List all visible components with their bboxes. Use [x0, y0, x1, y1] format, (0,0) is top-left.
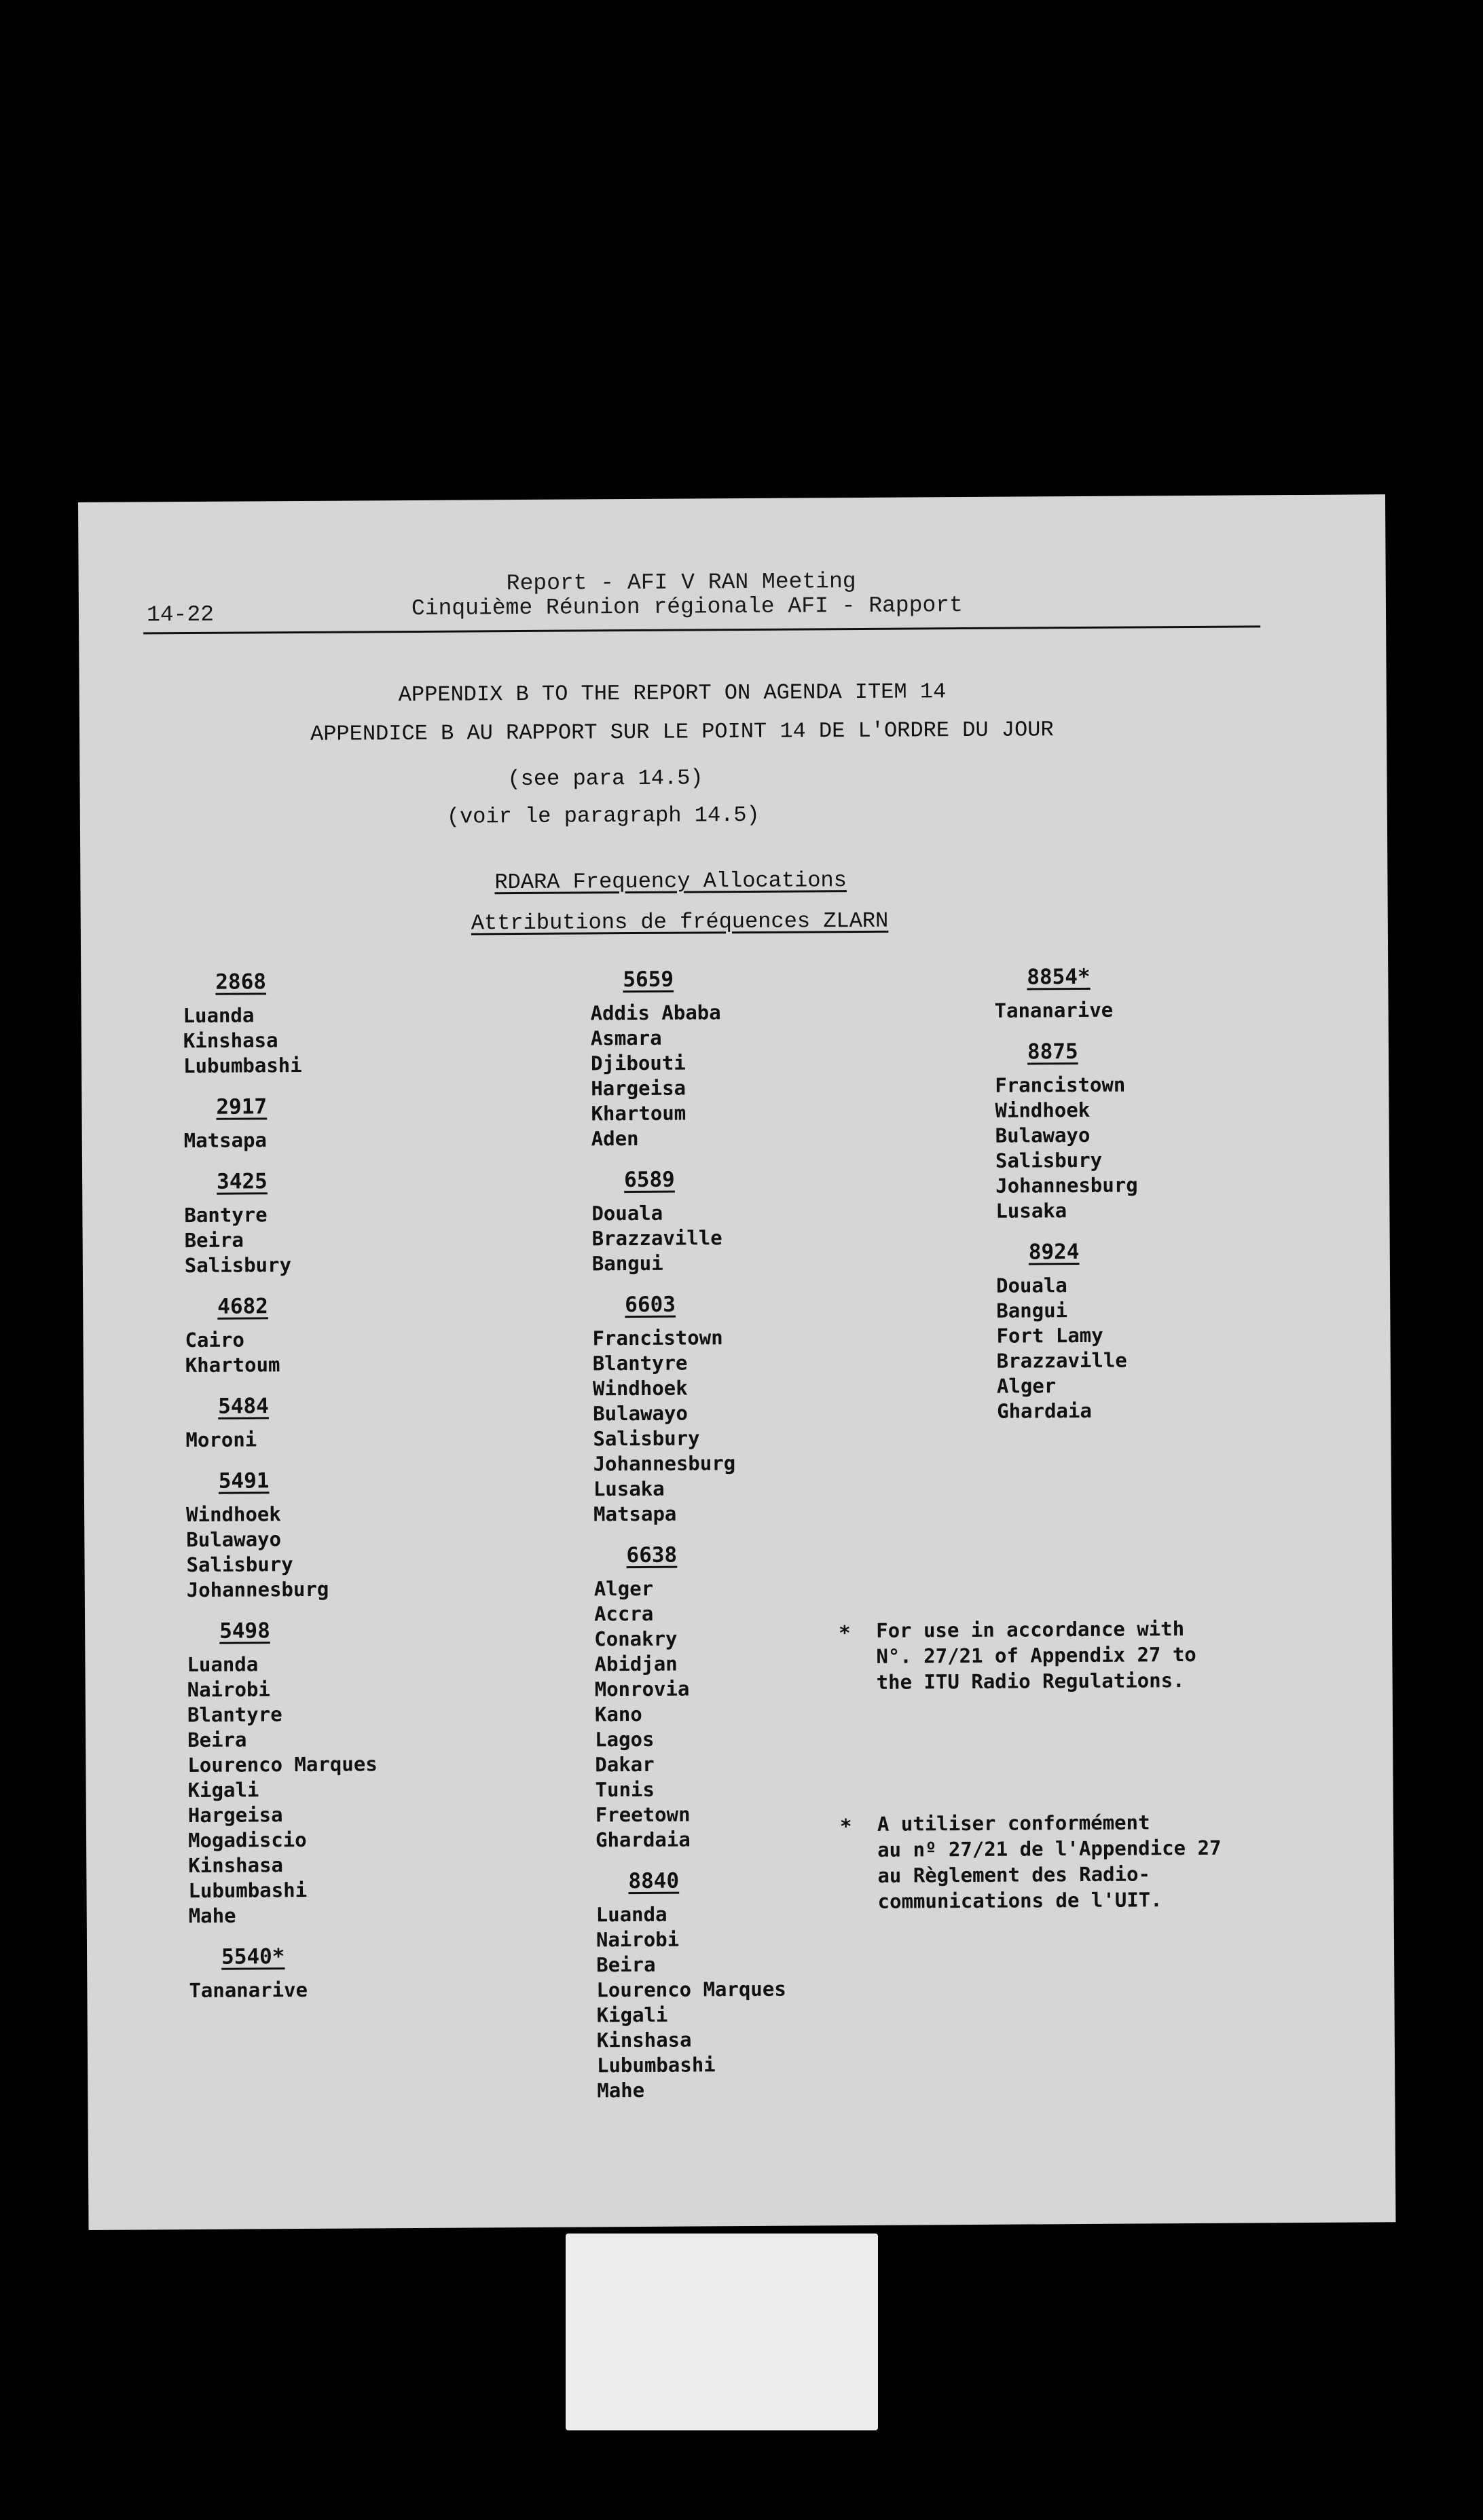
- station-name: Blantyre: [187, 1703, 282, 1727]
- station-name: Tunis: [595, 1777, 655, 1802]
- station-name: Kinshasa: [183, 1029, 278, 1053]
- station-name: Windhoek: [186, 1502, 281, 1527]
- frequency-group: [185, 1293, 375, 1378]
- frequency-label: 8875: [1027, 1039, 1078, 1064]
- footnote-fr-line: au nº 27/21 de l'Appendice 27: [877, 1836, 1222, 1861]
- frequency-group: [185, 1393, 376, 1453]
- station-name: Mogadiscio: [187, 1828, 307, 1853]
- footnote-fr-line: communications de l'UIT.: [877, 1888, 1162, 1913]
- station-name: Matsapa: [593, 1502, 677, 1526]
- film-tab: [566, 2234, 878, 2430]
- footnote-en: [876, 1616, 1196, 1695]
- station-name: Matsapa: [183, 1128, 268, 1153]
- station-name: Dakar: [595, 1752, 655, 1777]
- frequency-label: 2917: [216, 1094, 268, 1119]
- station-name: Beira: [184, 1228, 244, 1253]
- station-name: Salisbury: [593, 1426, 700, 1451]
- station-name: Ghardaia: [595, 1828, 691, 1852]
- station-name: Ghardaia: [997, 1398, 1092, 1423]
- station-name: Nairobi: [187, 1678, 271, 1702]
- station-name: Hargeisa: [187, 1803, 283, 1828]
- station-name: Abidjan: [594, 1652, 678, 1676]
- header-line-1: Report - AFI V RAN Meeting: [506, 569, 856, 597]
- header-line-2: Cinquième Réunion régionale AFI - Rapport: [411, 593, 964, 622]
- station-name: Kinshasa: [596, 2028, 692, 2052]
- station-name: Luanda: [187, 1652, 259, 1677]
- footnote-en-line: N°. 27/21 of Appendix 27 to: [876, 1642, 1196, 1668]
- frequency-label: 5491: [218, 1468, 270, 1494]
- frequency-label: 8924: [1028, 1240, 1080, 1265]
- station-name: Kigali: [187, 1778, 259, 1802]
- station-name: Freetown: [595, 1802, 691, 1827]
- frequency-group: [183, 969, 373, 1079]
- footnote-en-line: the ITU Radio Regulations.: [876, 1669, 1185, 1694]
- station-name: Mahe: [188, 1904, 236, 1928]
- station-name: Francistown: [995, 1073, 1126, 1097]
- station-name: Lagos: [595, 1727, 655, 1752]
- frequency-group: [183, 1094, 373, 1153]
- header-rule: [143, 625, 1260, 634]
- see-para-en: (see para 14.5): [507, 765, 703, 792]
- frequency-column-3: [994, 964, 1139, 1440]
- station-name: Hargeisa: [591, 1076, 686, 1100]
- station-name: Tananarive: [189, 1978, 308, 2003]
- frequency-group: [187, 1618, 378, 1929]
- station-name: Luanda: [183, 1003, 255, 1028]
- station-name: Asmara: [590, 1026, 662, 1050]
- page-number: 14-22: [146, 601, 215, 628]
- frequency-label: 5484: [218, 1394, 269, 1419]
- footnote-fr: [877, 1809, 1222, 1914]
- station-name: Fort Lamy: [996, 1323, 1103, 1348]
- station-name: Beira: [187, 1728, 247, 1752]
- frequency-group: [995, 1039, 1138, 1223]
- frequency-group: [592, 1292, 783, 1527]
- table-title-fr: Attributions de fréquences ZLARN: [471, 908, 889, 936]
- station-name: Lubumbashi: [596, 2053, 716, 2077]
- station-name: Brazzaville: [996, 1348, 1127, 1373]
- frequency-group: [184, 1168, 374, 1278]
- station-name: Johannesburg: [995, 1173, 1138, 1198]
- frequency-label: 6638: [626, 1542, 678, 1568]
- station-name: Alger: [593, 1576, 654, 1601]
- station-name: Addis Ababa: [590, 1001, 721, 1025]
- station-name: Bulawayo: [593, 1401, 689, 1426]
- station-name: Brazzaville: [591, 1226, 722, 1250]
- frequency-label: 3425: [217, 1169, 268, 1194]
- station-name: Nairobi: [596, 1927, 680, 1952]
- frequency-group: [590, 967, 781, 1152]
- station-name: Alger: [996, 1374, 1057, 1398]
- station-name: Lubumbashi: [183, 1054, 302, 1078]
- station-name: Blantyre: [592, 1351, 688, 1375]
- frequency-label: 8840: [628, 1868, 680, 1894]
- station-name: Mahe: [597, 2078, 645, 2102]
- station-name: Bantyre: [184, 1203, 268, 1227]
- see-para-fr: (voir le paragraph 14.5): [446, 802, 760, 830]
- station-name: Bulawayo: [995, 1123, 1091, 1147]
- station-name: Salisbury: [184, 1253, 292, 1278]
- appendix-title-fr: APPENDICE B AU RAPPORT SUR LE POINT 14 DE L'ORDRE DU JOUR: [310, 717, 1054, 747]
- frequency-group: [591, 1167, 782, 1277]
- frequency-group: [186, 1468, 377, 1603]
- station-name: Windhoek: [995, 1098, 1091, 1122]
- station-name: Lourenco Marques: [187, 1752, 378, 1777]
- station-name: Cairo: [185, 1328, 244, 1352]
- frequency-label: 6589: [624, 1167, 675, 1193]
- station-name: Moroni: [185, 1428, 257, 1452]
- frequency-label: 6603: [625, 1292, 676, 1318]
- station-name: Lubumbashi: [188, 1878, 308, 1903]
- station-name: Douala: [995, 1274, 1067, 1297]
- station-name: Douala: [591, 1201, 663, 1225]
- frequency-label: 5659: [623, 967, 674, 993]
- station-name: Kigali: [596, 2003, 668, 2027]
- footnote-marker-fr: *: [839, 1815, 852, 1838]
- frequency-label: 4682: [217, 1294, 269, 1319]
- station-name: Khartoum: [591, 1101, 686, 1126]
- station-name: Salisbury: [995, 1148, 1103, 1172]
- footnote-en-line: For use in accordance with: [876, 1617, 1185, 1642]
- station-name: Windhoek: [592, 1376, 688, 1401]
- station-name: Lusaka: [593, 1477, 665, 1501]
- station-name: Monrovia: [594, 1677, 690, 1701]
- station-name: Bulawayo: [186, 1527, 282, 1552]
- station-name: Luanda: [596, 1902, 667, 1927]
- frequency-column-1: [183, 969, 379, 2020]
- station-name: Bangui: [996, 1299, 1068, 1322]
- station-name: Bangui: [591, 1251, 663, 1276]
- frequency-label: 8854*: [1027, 964, 1091, 990]
- station-name: Conakry: [594, 1627, 678, 1651]
- footnote-fr-line: A utiliser conformément: [877, 1811, 1150, 1836]
- station-name: Lourenco Marques: [596, 1977, 786, 2002]
- table-title-en: RDARA Frequency Allocations: [494, 868, 847, 895]
- frequency-group: [593, 1542, 785, 1853]
- station-name: Francistown: [592, 1326, 723, 1350]
- frequency-group: [994, 964, 1137, 1023]
- frequency-group: [596, 1868, 786, 2104]
- station-name: Kano: [594, 1702, 642, 1726]
- station-name: Aden: [591, 1126, 639, 1151]
- station-name: Johannesburg: [593, 1451, 736, 1476]
- station-name: Salisbury: [186, 1553, 293, 1577]
- station-name: Djibouti: [590, 1051, 686, 1075]
- station-name: Lusaka: [995, 1199, 1067, 1223]
- frequency-group: [189, 1944, 379, 2003]
- frequency-column-2: [590, 967, 787, 2120]
- frequency-label: 5540*: [221, 1944, 285, 1969]
- document-page: [78, 494, 1396, 2230]
- station-name: Tananarive: [994, 998, 1114, 1022]
- footnote-fr-line: au Règlement des Radio-: [877, 1862, 1151, 1887]
- station-name: Johannesburg: [186, 1577, 329, 1602]
- frequency-label: 2868: [215, 969, 267, 995]
- appendix-title-en: APPENDIX B TO THE REPORT ON AGENDA ITEM 14: [398, 679, 947, 708]
- station-name: Beira: [596, 1952, 656, 1977]
- footnote-marker-en: *: [839, 1621, 851, 1645]
- station-name: Khartoum: [185, 1353, 280, 1377]
- station-name: Accra: [593, 1601, 654, 1626]
- frequency-group: [996, 1239, 1139, 1424]
- station-name: Kinshasa: [188, 1853, 284, 1878]
- frequency-label: 5498: [219, 1618, 270, 1644]
